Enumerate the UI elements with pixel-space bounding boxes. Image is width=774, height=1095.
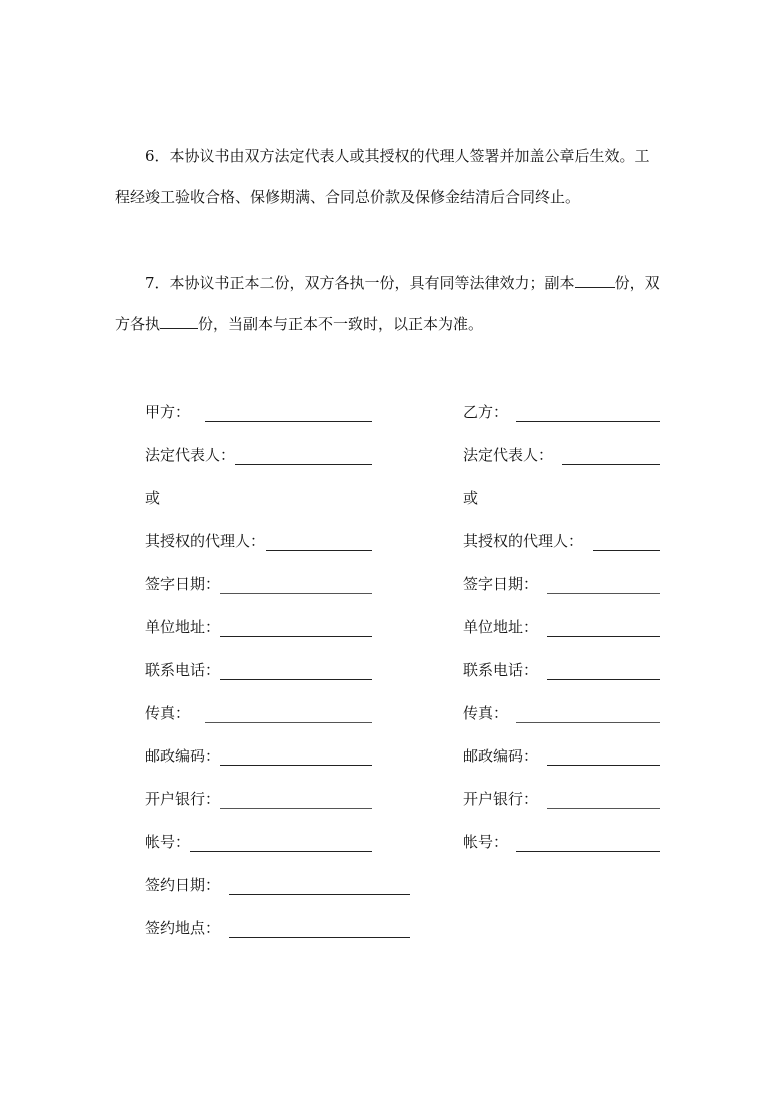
party-a-sign-date-field (145, 574, 373, 594)
clause-6-number: 6． (145, 147, 170, 165)
clause-7-text-1: 本协议书正本二份，双方各执一份，具有同等法律效力；副本 (169, 274, 575, 292)
party-b-account-line[interactable] (516, 851, 660, 852)
signing-place-label: 签约地点： (145, 919, 221, 937)
party-b-line[interactable] (516, 421, 660, 422)
party-b-fax-line[interactable] (516, 722, 660, 723)
clause-6-text: 本协议书由双方法定代表人或其授权的代理人签署并加盖公章后生效。工程经竣工验收合格、保修期满、合同总价款及保修金结清后合同终止。 (115, 147, 650, 206)
party-a-account-label: 帐号： (145, 833, 191, 851)
party-b-sign-date-field (463, 574, 661, 594)
party-b-address-field (463, 617, 661, 637)
clause-7-text-3: 份，当副本与正本不一致时，以正本为准。 (198, 315, 484, 333)
party-b-postcode-line[interactable] (547, 765, 660, 766)
party-b-fax-label: 传真： (463, 704, 509, 722)
party-b-phone-line[interactable] (547, 679, 660, 680)
signing-date-line[interactable] (229, 894, 410, 895)
party-a-fax-line[interactable] (205, 722, 372, 723)
party-a-bank-label: 开户银行： (145, 790, 221, 808)
party-a-field (145, 402, 373, 422)
party-b-or: 或 (463, 489, 479, 507)
party-a-postcode-line[interactable] (220, 765, 372, 766)
signing-date-field (145, 875, 411, 895)
party-b-label: 乙方： (463, 403, 509, 421)
party-a-label: 甲方： (145, 403, 191, 421)
party-a-sign-date-label: 签字日期： (145, 575, 221, 593)
party-b-phone-label: 联系电话： (463, 661, 539, 679)
party-a-fax-label: 传真： (145, 704, 191, 722)
clause-6 (115, 136, 660, 218)
party-b-postcode-field (463, 746, 661, 766)
party-a-address-label: 单位地址： (145, 618, 221, 636)
party-a-agent-label: 其授权的代理人： (145, 532, 266, 550)
each-holds-blank[interactable] (160, 314, 198, 329)
party-a-or: 或 (145, 489, 161, 507)
party-b-field (463, 402, 661, 422)
party-b-agent-label: 其授权的代理人： (463, 532, 584, 550)
party-b-address-label: 单位地址： (463, 618, 539, 636)
party-b-account-label: 帐号： (463, 833, 509, 851)
party-b-rep-line[interactable] (562, 464, 660, 465)
party-b-agent-line[interactable] (593, 550, 660, 551)
clause-7-text-2: 份，双方各执 (115, 274, 660, 333)
signing-place-line[interactable] (229, 937, 410, 938)
party-a-fax-field (145, 703, 373, 723)
party-a-bank-line[interactable] (220, 808, 372, 809)
party-a-address-field (145, 617, 373, 637)
party-b-postcode-label: 邮政编码： (463, 747, 539, 765)
clause-7-number: 7． (145, 274, 170, 292)
copies-blank[interactable] (575, 273, 615, 288)
party-a-address-line[interactable] (220, 636, 372, 637)
party-a-rep-field (145, 445, 373, 465)
party-a-account-field (145, 832, 373, 852)
party-a-sign-date-line[interactable] (220, 593, 372, 594)
party-a-phone-line[interactable] (220, 679, 372, 680)
party-b-bank-field (463, 789, 661, 809)
party-b-bank-line[interactable] (547, 808, 660, 809)
party-a-postcode-field (145, 746, 373, 766)
party-b-sign-date-line[interactable] (547, 593, 660, 594)
party-b-rep-label: 法定代表人： (463, 446, 554, 464)
party-a-phone-field (145, 660, 373, 680)
clause-7 (115, 263, 660, 345)
party-b-fax-field (463, 703, 661, 723)
party-b-account-field (463, 832, 661, 852)
party-a-bank-field (145, 789, 373, 809)
party-b-agent-field (463, 531, 661, 551)
party-b-phone-field (463, 660, 661, 680)
party-a-agent-field (145, 531, 373, 551)
party-a-rep-line[interactable] (235, 464, 372, 465)
party-b-bank-label: 开户银行： (463, 790, 539, 808)
signing-place-field (145, 918, 411, 938)
party-b-sign-date-label: 签字日期： (463, 575, 539, 593)
signing-date-label: 签约日期： (145, 876, 221, 894)
party-a-account-line[interactable] (190, 851, 372, 852)
party-a-agent-line[interactable] (266, 550, 372, 551)
party-b-rep-field (463, 445, 661, 465)
party-a-line[interactable] (205, 421, 372, 422)
party-b-address-line[interactable] (547, 636, 660, 637)
party-a-phone-label: 联系电话： (145, 661, 221, 679)
party-a-postcode-label: 邮政编码： (145, 747, 221, 765)
party-a-rep-label: 法定代表人： (145, 446, 236, 464)
